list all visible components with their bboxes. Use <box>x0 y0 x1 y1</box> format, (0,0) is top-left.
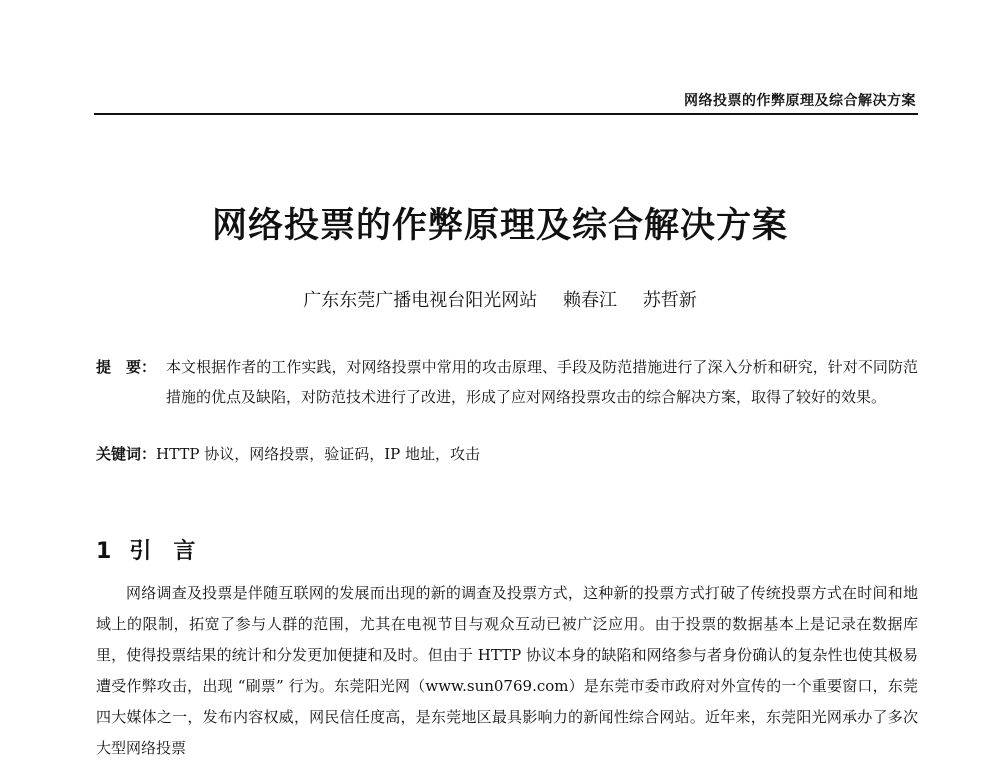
abstract-text: 本文根据作者的工作实践，对网络投票中常用的攻击原理、手段及防范措施进行了深入分析和研究，针对不同防范措施的优点及缺陷，对防范技术进行了改进，形成了应对网络投票攻击的综合解决方案，取得了较好的效果。 <box>166 358 918 406</box>
body-paragraph: 网络调查及投票是伴随互联网的发展而出现的新的调查及投票方式，这种新的投票方式打破了传统投票方式在时间和地域上的限制，拓宽了参与人群的范围，尤其在电视节目与观众互动已被广泛应用。由于投票的数据基本上是记录在数据库里，使得投票结果的统计和分发更加便捷和及时。但由于 HTTP 协议本身的缺陷和网络参与者身份确认的复杂性也使其极易遭受作弊攻击，出现 “刷票” 行为。东莞阳光网（www.sun0769.com）是东莞市委市政府对外宣传的一个重要窗口，东莞四大媒体之一，发布内容权威，网民信任度高，是东莞地区最具影响力的新闻性综合网站。近年来，东莞阳光网承办了多次大型网络投票 <box>96 584 918 757</box>
affiliation: 广东东莞广播电视台阳光网站 <box>303 290 538 311</box>
author-name: 苏哲新 <box>642 290 697 311</box>
section-number: 1 <box>96 539 112 564</box>
abstract-label: 提 要： <box>96 358 157 376</box>
author-name: 赖春江 <box>563 290 617 311</box>
section-title: 引 言 <box>129 539 196 564</box>
abstract <box>96 352 918 412</box>
header-rule <box>94 113 918 115</box>
keywords-label: 关键词： <box>96 445 157 463</box>
section-heading <box>96 534 195 565</box>
keywords-text: HTTP 协议，网络投票，验证码，IP 地址，攻击 <box>156 445 481 463</box>
paper-title: 网络投票的作弊原理及综合解决方案 <box>211 205 788 246</box>
running-header: 网络投票的作弊原理及综合解决方案 <box>684 93 916 109</box>
author-line <box>0 286 1000 312</box>
keywords <box>96 442 480 466</box>
